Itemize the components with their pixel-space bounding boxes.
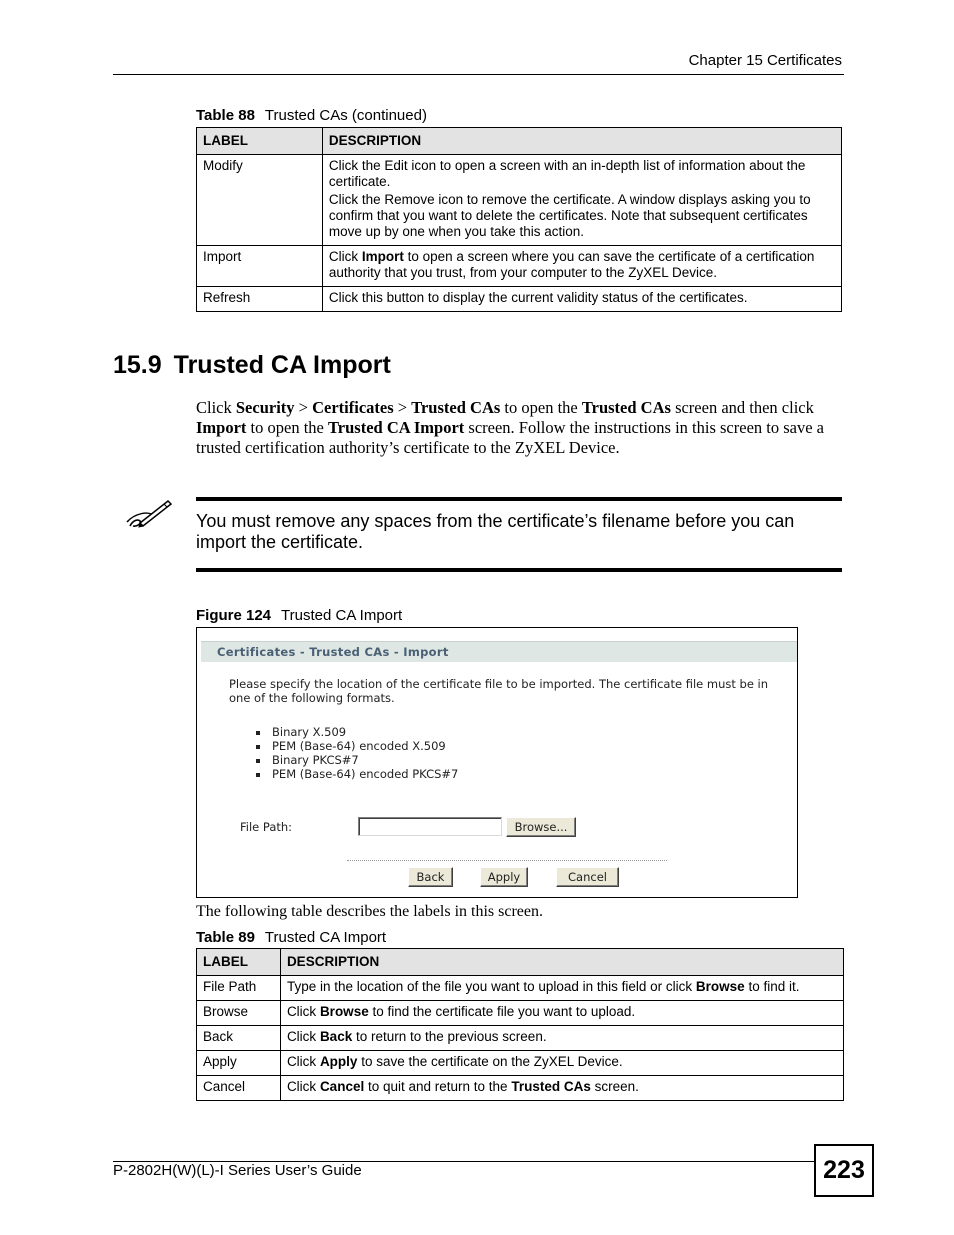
- row-label: Cancel: [197, 1076, 281, 1101]
- divider: [347, 860, 667, 861]
- table-row: [197, 155, 842, 246]
- browse-button[interactable]: Browse...: [506, 817, 576, 837]
- column-header-label: LABEL: [197, 949, 281, 976]
- description-paragraph: Click the Edit icon to open a screen with an in-depth list of information about the certificate.: [328, 158, 806, 189]
- file-path-input[interactable]: [358, 817, 502, 836]
- bullet-icon: [256, 773, 260, 777]
- section-heading: [113, 351, 391, 380]
- column-header-description: DESCRIPTION: [280, 949, 843, 976]
- file-path-label: File Path:: [240, 820, 293, 834]
- bullet-icon: [256, 731, 260, 735]
- intro-paragraph: Click Security > Certificates > Trusted CAs to open the Trusted CAs screen and then click Import to open the Trusted CA Import screen. Follow the instructions in this screen to save a trusted certification authority’s certificate to the ZyXEL Device.: [196, 398, 824, 457]
- apply-button[interactable]: Apply: [480, 867, 528, 887]
- row-label: File Path: [197, 976, 281, 1001]
- table-row: [197, 287, 842, 312]
- screen-description: Please specify the location of the certificate file to be imported. The certificate file must be in one of the following formats.: [229, 677, 769, 705]
- table-row: [197, 246, 842, 287]
- page-number: 223: [814, 1144, 874, 1197]
- table-88-caption-label: Table 88: [196, 107, 255, 124]
- table-88: [196, 127, 842, 312]
- table-89: [196, 948, 844, 1101]
- desc-bold: Import: [361, 249, 404, 264]
- table-header-row: [197, 128, 842, 155]
- table-89-caption-label: Table 89: [196, 929, 255, 946]
- column-header-description: DESCRIPTION: [322, 128, 841, 155]
- list-item: [253, 753, 458, 767]
- note-text: You must remove any spaces from the certificate’s filename before you can import the certificate.: [196, 511, 795, 552]
- format-label: Binary X.509: [272, 725, 347, 739]
- table-row: [197, 1001, 844, 1026]
- section-title: Trusted CA Import: [173, 351, 391, 379]
- row-label: Browse: [197, 1001, 281, 1026]
- table-89-caption: [196, 929, 386, 946]
- list-item: [253, 767, 458, 781]
- bullet-icon: [256, 745, 260, 749]
- row-description: [322, 246, 841, 287]
- table-row: [197, 1051, 844, 1076]
- table-row: [197, 1076, 844, 1101]
- row-label: Back: [197, 1026, 281, 1051]
- row-label: Apply: [197, 1051, 281, 1076]
- figure-caption: [196, 607, 402, 624]
- footer-guide-title: P-2802H(W)(L)-I Series User’s Guide: [113, 1162, 362, 1179]
- desc-text: Click: [328, 249, 362, 264]
- row-description: Click Apply to save the certificate on the ZyXEL Device.: [280, 1051, 843, 1076]
- section-number: 15.9: [113, 351, 162, 379]
- row-description: Click this button to display the current validity status of the certificates.: [322, 287, 841, 312]
- note-bottom-rule: [196, 568, 842, 572]
- row-description: Click Back to return to the previous screen.: [280, 1026, 843, 1051]
- row-description: Click Cancel to quit and return to the Trusted CAs screen.: [280, 1076, 843, 1101]
- format-label: PEM (Base-64) encoded X.509: [272, 739, 446, 753]
- header-rule: [113, 74, 844, 75]
- column-header-label: LABEL: [197, 128, 323, 155]
- row-label: Modify: [197, 155, 323, 246]
- table-row: [197, 976, 844, 1001]
- table-88-caption: [196, 107, 427, 124]
- running-header: Chapter 15 Certificates: [688, 52, 842, 69]
- row-description: Click Browse to find the certificate file you want to upload.: [280, 1001, 843, 1026]
- format-label: PEM (Base-64) encoded PKCS#7: [272, 767, 459, 781]
- screen-title-bar: [201, 641, 797, 662]
- row-description: Type in the location of the file you want to upload in this field or click Browse to find it.: [280, 976, 843, 1001]
- note-top-rule: [196, 497, 842, 501]
- table-row: [197, 1026, 844, 1051]
- list-item: [253, 725, 458, 739]
- bullet-icon: [256, 759, 260, 763]
- format-list: [253, 725, 458, 781]
- list-item: [253, 739, 458, 753]
- cancel-button[interactable]: Cancel: [556, 867, 619, 887]
- table-header-row: [197, 949, 844, 976]
- table-89-caption-text: Trusted CA Import: [264, 929, 387, 946]
- figure-caption-text: Trusted CA Import: [281, 607, 403, 624]
- pencil-note-icon: [124, 496, 174, 532]
- screen-title: Certificates - Trusted CAs - Import: [217, 645, 449, 659]
- format-label: Binary PKCS#7: [272, 753, 359, 767]
- row-label: Import: [197, 246, 323, 287]
- row-description: [322, 155, 841, 246]
- description-paragraph: Click the Remove icon to remove the certificate. A window displays asking you to confirm that you want to delete the certificates. Note that subsequent certificates move up by one when you take this action.: [328, 192, 811, 239]
- desc-text: to open a screen where you can save the certificate of a certification authority that you trust, from your computer to the ZyXEL Device.: [328, 249, 815, 280]
- table-intro-text: The following table describes the labels in this screen.: [196, 903, 544, 920]
- figure-caption-label: Figure 124: [196, 607, 272, 624]
- back-button[interactable]: Back: [408, 867, 453, 887]
- table-88-caption-text: Trusted CAs (continued): [264, 107, 427, 124]
- trusted-ca-import-screen: [196, 627, 798, 898]
- row-label: Refresh: [197, 287, 323, 312]
